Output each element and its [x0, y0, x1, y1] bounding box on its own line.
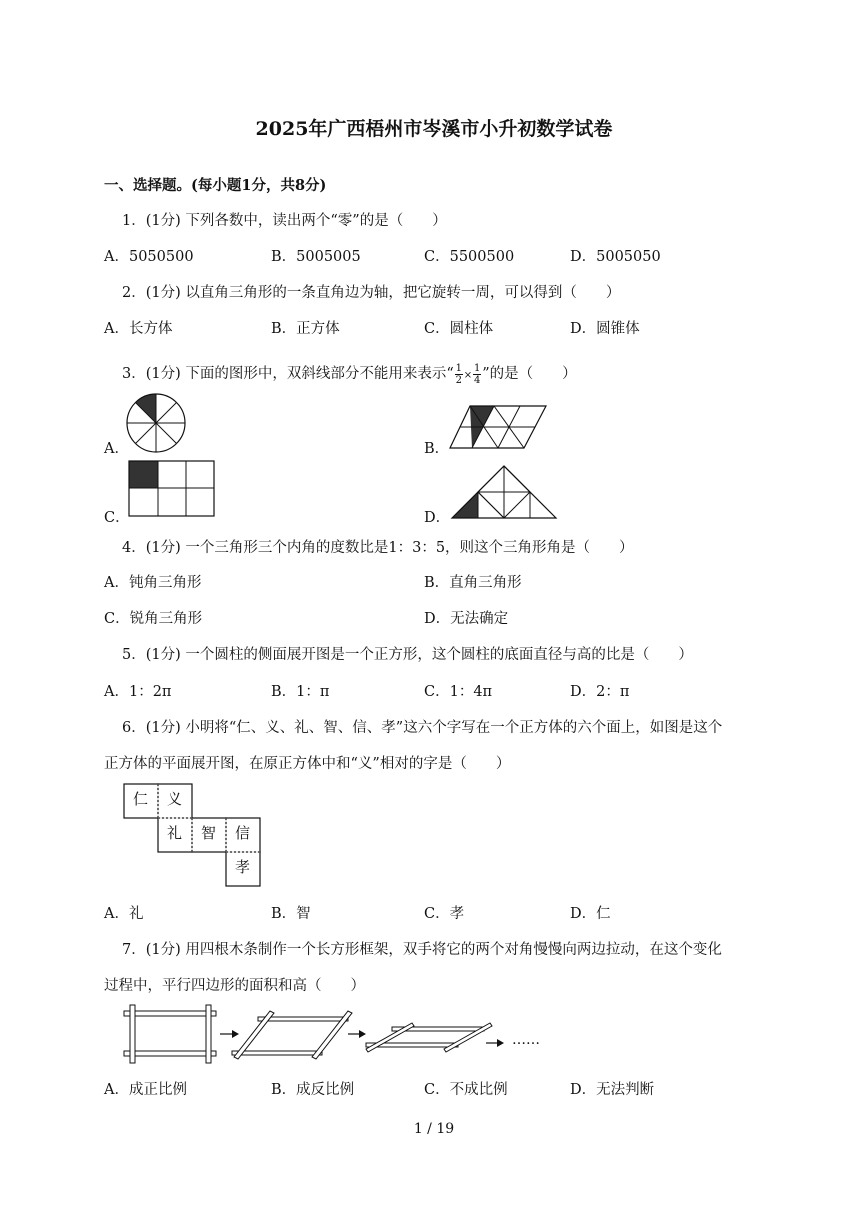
q4-option-b: B．直角三角形 — [424, 575, 522, 591]
figure-grid-rectangle — [128, 460, 216, 518]
question-3-text — [122, 362, 577, 386]
q2-option-c: C．圆柱体 — [424, 321, 494, 337]
q4-option-c: C．锐角三角形 — [104, 611, 203, 627]
figure-parallelogram — [448, 404, 548, 450]
q3-option-b: B． — [424, 441, 450, 457]
q4-option-d: D．无法确定 — [424, 611, 509, 627]
q6-option-d: D．仁 — [570, 906, 611, 922]
net-cell-xin: 信 — [235, 824, 251, 842]
net-cell-yi: 义 — [167, 790, 183, 808]
q5-option-d: D．2：π — [570, 684, 630, 700]
question-2-text: 2．(1分) 以直角三角形的一条直角边为轴，把它旋转一周，可以得到（ ） — [122, 285, 621, 301]
net-cell-xiao: 孝 — [235, 858, 251, 876]
page-title: 2025年广西梧州市岑溪市小升初数学试卷 — [255, 118, 613, 140]
q3-option-d: D． — [424, 510, 451, 526]
q6-option-c: C．孝 — [424, 906, 465, 922]
section-heading: 一、选择题。(每小题1分，共8分) — [104, 177, 327, 194]
question-6-text-line2: 正方体的平面展开图，在原正方体中和“义”相对的字是（ ） — [104, 756, 511, 772]
q6-option-a: A．礼 — [104, 906, 144, 922]
question-7-text-line2: 过程中，平行四边形的面积和高（ ） — [104, 978, 365, 994]
page-number: 1 / 19 — [413, 1121, 455, 1137]
q4-option-a: A．钝角三角形 — [104, 575, 202, 591]
question-5-text: 5．(1分) 一个圆柱的侧面展开图是一个正方形，这个圆柱的底面直径与高的比是（ ） — [122, 647, 693, 663]
figure-triangle — [450, 464, 558, 520]
q1-option-c: C．5500500 — [424, 249, 515, 265]
q3-option-a: A． — [104, 441, 129, 457]
q5-option-c: C．1：4π — [424, 684, 493, 700]
ellipsis-text: …… — [512, 1032, 540, 1048]
fraction-one-quarter: $\frac{1}{4}$ — [474, 362, 481, 386]
question-4-text: 4．(1分) 一个三角形三个内角的度数比是1：3：5，则这个三角形角是（ ） — [122, 540, 634, 556]
q1-option-b: B．5005005 — [271, 249, 361, 265]
figure-circle-eighths — [125, 392, 187, 454]
net-cell-zhi: 智 — [201, 824, 217, 842]
q2-option-d: D．圆锥体 — [570, 321, 640, 337]
times-sign: × — [463, 370, 473, 381]
q7-option-b: B．成反比例 — [271, 1082, 355, 1098]
q3-option-c: C． — [104, 510, 130, 526]
frame-deformation-figure — [122, 1003, 542, 1065]
q3-text-after: ”的是（ ） — [482, 366, 577, 382]
q2-option-b: B．正方体 — [271, 321, 340, 337]
q1-option-a: A．5050500 — [104, 249, 194, 265]
fraction-one-half: $\frac{1}{2}$ — [455, 362, 462, 386]
q7-option-d: D．无法判断 — [570, 1082, 655, 1098]
q7-option-a: A．成正比例 — [104, 1082, 187, 1098]
question-1-text: 1．(1分) 下列各数中，读出两个“零”的是（ ） — [122, 213, 447, 229]
net-cell-ren: 仁 — [133, 790, 149, 808]
q1-option-d: D．5005050 — [570, 249, 661, 265]
q5-option-b: B．1：π — [271, 684, 330, 700]
q5-option-a: A．1：2π — [104, 684, 172, 700]
q6-option-b: B．智 — [271, 906, 311, 922]
q2-option-a: A．长方体 — [104, 321, 173, 337]
question-7-text-line1: 7．(1分) 用四根木条制作一个长方形框架，双手将它的两个对角慢慢向两边拉动，在这个变化 — [122, 942, 722, 958]
q7-option-c: C．不成比例 — [424, 1082, 508, 1098]
question-6-text-line1: 6．(1分) 小明将“仁、义、礼、智、信、孝”这六个字写在一个正方体的六个面上，如图是这个 — [122, 720, 723, 736]
net-cell-li: 礼 — [167, 824, 183, 842]
q3-text-before: 3．(1分) 下面的图形中，双斜线部分不能用来表示“ — [122, 366, 454, 382]
